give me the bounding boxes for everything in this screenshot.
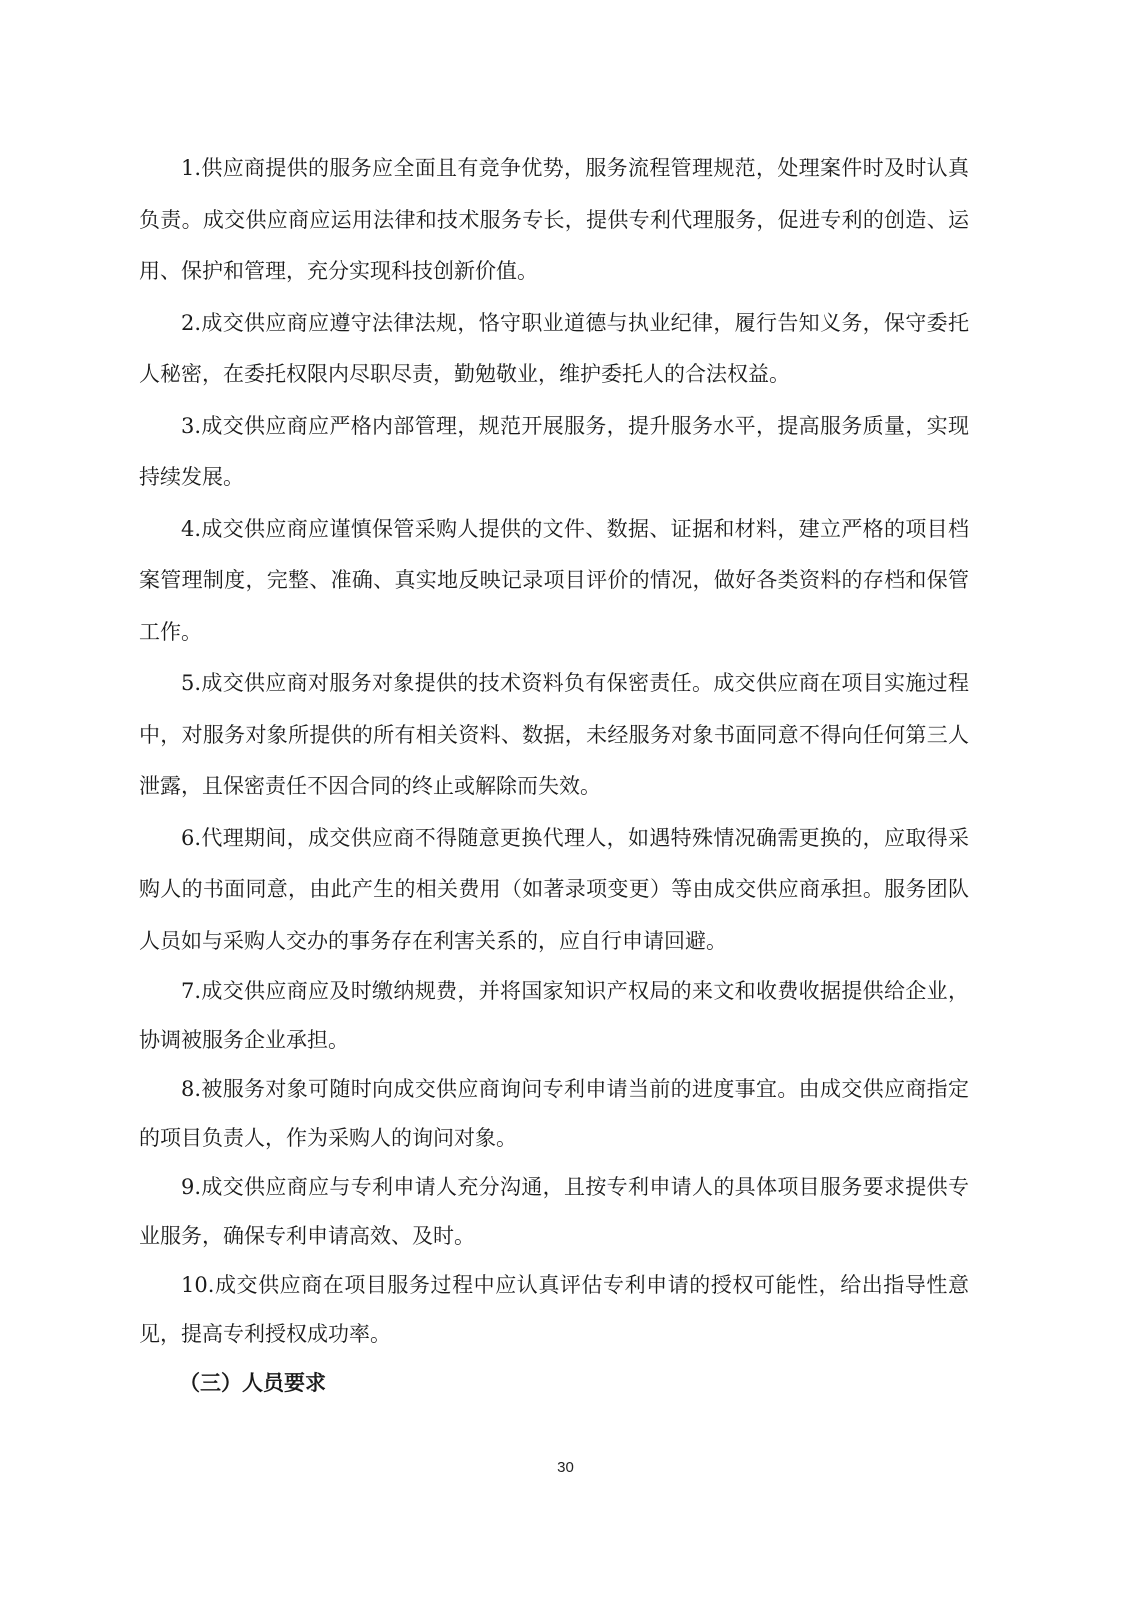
document-body	[139, 143, 969, 1408]
paragraph-1: 1.供应商提供的服务应全面且有竞争优势，服务流程管理规范，处理案件时及时认真负责。成交供应商应运用法律和技术服务专长，提供专利代理服务，促进专利的创造、运用、保护和管理，充分实现科技创新价值。	[139, 156, 969, 283]
page-number: 30	[557, 1459, 574, 1476]
paragraph-10: 10.成交供应商在项目服务过程中应认真评估专利申请的授权可能性，给出指导性意见，提高专利授权成功率。	[139, 1273, 969, 1346]
paragraph-9: 9.成交供应商应与专利申请人充分沟通，且按专利申请人的具体项目服务要求提供专业服务，确保专利申请高效、及时。	[139, 1175, 969, 1248]
paragraph-8: 8.被服务对象可随时向成交供应商询问专利申请当前的进度事宜。由成交供应商指定的项目负责人，作为采购人的询问对象。	[139, 1077, 969, 1150]
paragraph-4: 4.成交供应商应谨慎保管采购人提供的文件、数据、证据和材料，建立严格的项目档案管理制度，完整、准确、真实地反映记录项目评价的情况，做好各类资料的存档和保管工作。	[139, 516, 969, 644]
paragraph-2: 2.成交供应商应遵守法律法规，恪守职业道德与执业纪律，履行告知义务，保守委托人秘密，在委托权限内尽职尽责，勤勉敬业，维护委托人的合法权益。	[139, 310, 969, 386]
paragraph-7: 7.成交供应商应及时缴纳规费，并将国家知识产权局的来文和收费收据提供给企业，协调被服务企业承担。	[139, 979, 969, 1052]
paragraph-6: 6.代理期间，成交供应商不得随意更换代理人，如遇特殊情况确需更换的，应取得采购人的书面同意，由此产生的相关费用（如著录项变更）等由成交供应商承担。服务团队人员如与采购人交办的事务存在利害关系的，应自行申请回避。	[139, 825, 969, 953]
paragraph-3: 3.成交供应商应严格内部管理，规范开展服务，提升服务水平，提高服务质量，实现持续发展。	[139, 413, 969, 489]
section-heading: （三）人员要求	[179, 1371, 326, 1395]
paragraph-5: 5.成交供应商对服务对象提供的技术资料负有保密责任。成交供应商在项目实施过程中，对服务对象所提供的所有相关资料、数据，未经服务对象书面同意不得向任何第三人泄露，且保密责任不因合同的终止或解除而失效。	[139, 671, 969, 798]
